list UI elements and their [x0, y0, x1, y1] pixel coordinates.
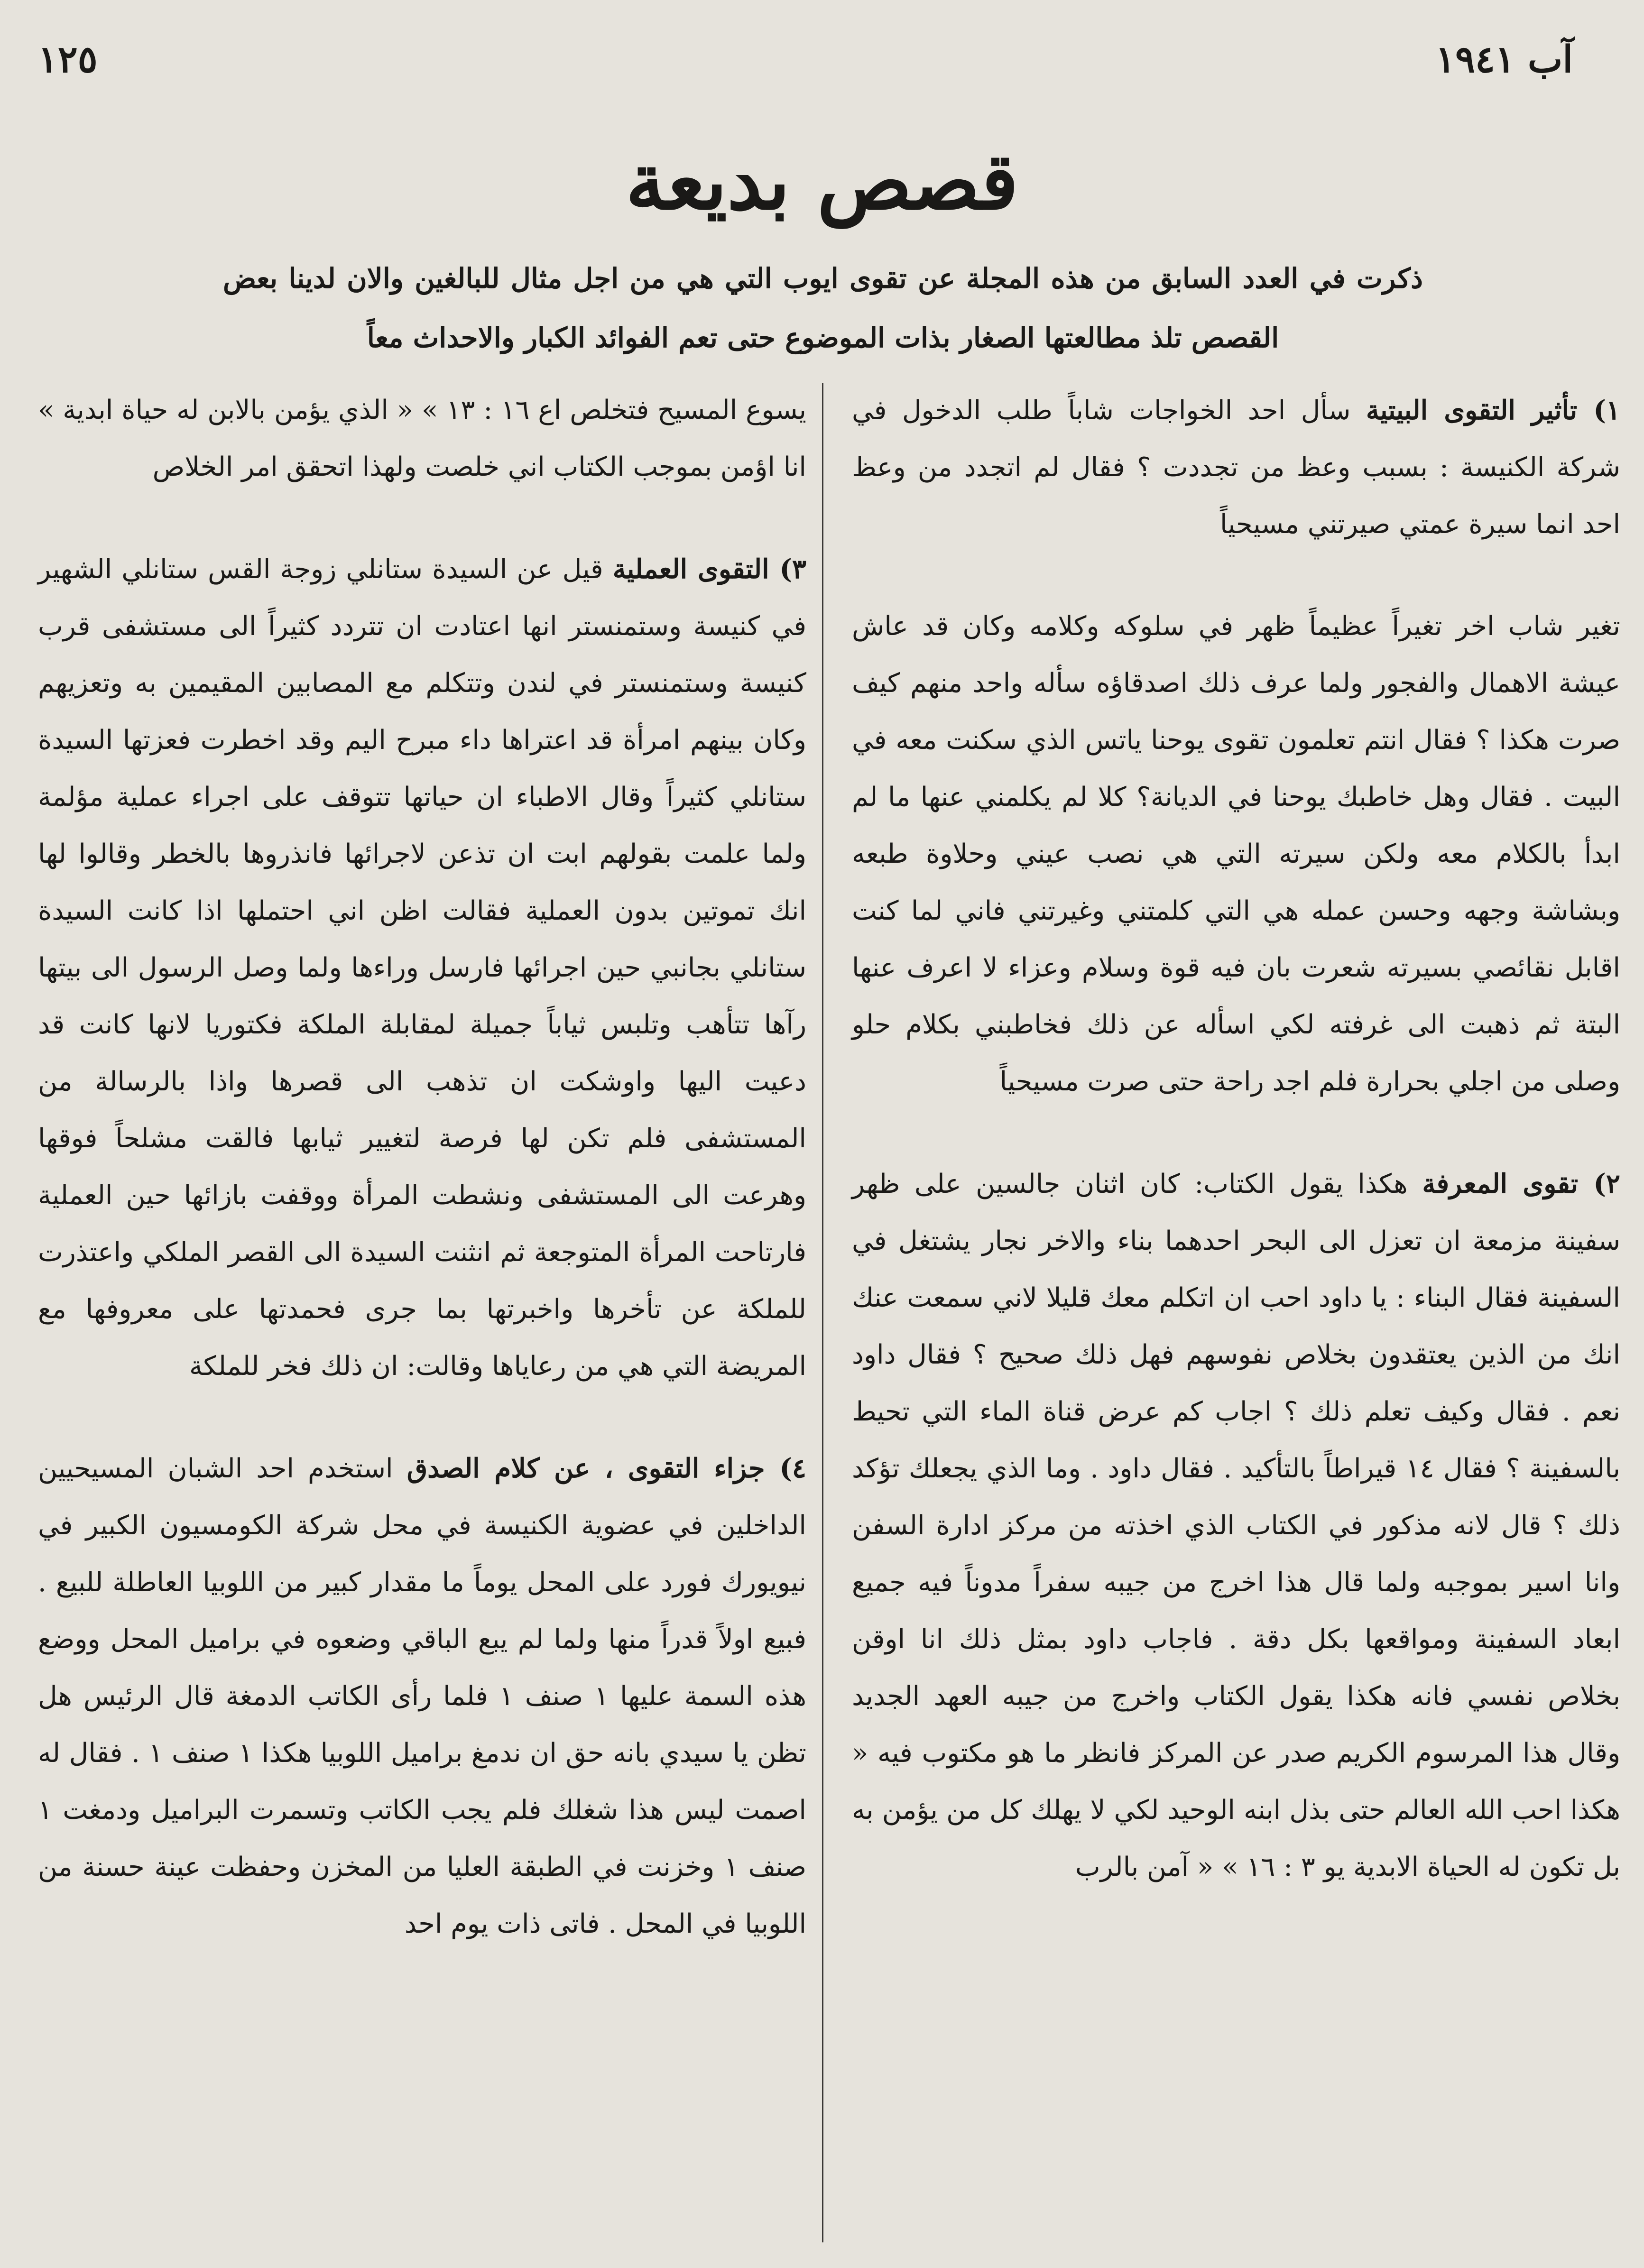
- article-title: قصص بديعة: [625, 135, 1019, 227]
- section-4-title: ٤) جزاء التقوى ، عن كلام الصدق: [406, 1453, 806, 1484]
- column-divider: [822, 383, 823, 2242]
- section-1-title: ١) تأثير التقوى البيتية: [1366, 395, 1620, 426]
- section-2-title: ٢) تقوى المعرفة: [1422, 1168, 1620, 1199]
- section-1-paragraph-2: تغير شاب اخر تغيراً عظيماً ظهر في سلوكه وكلامه وكان قد عاش عيشة الاهمال والفجور ولما عرف ذلك اصدقاؤه سأله واحد منهم كيف صرت هكذا ؟ فقال انتم تعلمون تقوى يوحنا ياتس الذي سكنت معه في البيت . فقال وهل خاطبك يوحنا في الديانة؟ كلا لم يكلمني عنها ما لم ابدأ بالكلام معه ولكن سيرته التي هي نصب عيني وحلاوة طبعه وبشاشة وجهه وحسن عمله هي التي كلمتني وغيرتني فاني لما كنت اقابل نقائصي بسيرته شعرت بان فيه قوة وسلام وعزاء لا اعرف عنها البتة ثم ذهبت الى غرفته لكي اسأله عن ذلك فخاطبني بكلام حلو وصلى من اجلي بحرارة فلم اجد راحة حتى صرت مسيحياً: [852, 611, 1620, 1097]
- article-intro: ذكرت في العدد السابق من هذه المجلة عن تقوى ايوب التي هي من اجل مثال للبالغين والان لدينا بعض القصص تلذ مطالعتها الصغار بذات الموضوع حتى تعم الفوائد الكبار والاحداث معاً: [223, 262, 1423, 354]
- section-4: [38, 1440, 806, 1953]
- page-number: ١٢٥: [38, 38, 98, 81]
- section-4-text: استخدم احد الشبان المسيحيين الداخلين في عضوية الكنيسة في محل شركة الكومسيون الكبير في نيويورك فورد على المحل يوماً ما مقدار كبير من اللوبيا العاطلة للبيع . فبيع اولاً قدراً منها ولما لم يبع الباقي وضعوه في براميل المحل ووضع هذه السمة عليها ١ صنف ١ فلما رأى الكاتب الدمغة قال الرئيس هل تظن يا سيدي بانه حق ان ندمغ براميل اللوبيا هكذا ١ صنف ١ . فقال له اصمت ليس هذا شغلك فلم يجب الكاتب وتسمرت البراميل ودمغت ١ صنف ١ وخزنت في الطبقة العليا من المخزن وحفظت عينة حسنة من اللوبيا في المحل . فاتى ذات يوم احد: [38, 1453, 807, 1939]
- section-3-text: قيل عن السيدة ستانلي زوجة القس ستانلي الشهير في كنيسة وستمنستر انها اعتادت ان تتردد كثيراً الى مستشفى قرب كنيسة وستمنستر في لندن وتتكلم مع المصابين المقيمين به وتعزيهم وكان بينهم امرأة قد اعتراها داء مبرح اليم وقد اخطرت فعزتها السيدة ستانلي كثيراً وقال الاطباء ان حياتها تتوقف على اجراء عملية مؤلمة ولما علمت بقولهم ابت ان تذعن لاجرائها فانذروها بالخطر وقالوا لها انك تموتين بدون العملية فقالت اظن اني احتملها اذا كانت السيدة ستانلي بجانبي حين اجرائها فارسل وراءها ولما وصل الرسول الى بيتها رآها تتأهب وتلبس ثياباً جميلة لمقابلة الملكة فكتوريا لانها كانت قد دعيت اليها واوشكت ان تذهب الى قصرها واذا بالرسالة من المستشفى فلم تكن لها فرصة لتغيير ثيابها فالقت مشلحاً فوقها وهرعت الى المستشفى ونشطت المرأة ووقفت بازائها حين العملية فارتاحت المرأة المتوجعة ثم انثنت السيدة الى القصر الملكي واعتذرت للملكة عن تأخرها واخبرتها بما جرى فحمدتها على معروفها مع المريضة التي هي من رعاياها وقالت: ان ذلك فخر للملكة: [38, 554, 807, 1382]
- section-2-text: هكذا يقول الكتاب: كان اثنان جالسين على ظهر سفينة مزمعة ان تعزل الى البحر احدهما بناء والاخر نجار يشتغل في السفينة فقال البناء : يا داود احب ان اتكلم معك قليلا لاني سمعت عنك انك من الذين يعتقدون بخلاص نفوسهم فهل ذلك صحيح ؟ فقال داود نعم . فقال وكيف تعلم ذلك ؟ اجاب كم عرض قناة الماء التي تحيط بالسفينة ؟ فقال ١٤ قيراطاً بالتأكيد . فقال داود . وما الذي يجعلك تؤكد ذلك ؟ قال لانه مذكور في الكتاب الذي اخذته من مركز ادارة السفن وانا اسير بموجبه ولما قال هذا اخرج من جيبه سفراً مدوناً فيه جميع ابعاد السفينة ومواقعها بكل دقة . فاجاب داود بمثل ذلك انا اوقن بخلاص نفسي فانه هكذا يقول الكتاب واخرج من جيبه العهد الجديد وقال هذا المرسوم الكريم صدر عن المركز فانظر ما هو مكتوب فيه « هكذا احب الله العالم حتى بذل ابنه الوحيد لكي لا يهلك كل من يؤمن به بل تكون له الحياة الابدية يو ٣ : ١٦ » « آمن بالرب: [852, 1169, 1620, 1882]
- section-2: [852, 1155, 1620, 1896]
- right-column: [852, 382, 1620, 1941]
- section-3: [38, 541, 806, 1395]
- issue-date: آب ١٩٤١: [1435, 38, 1573, 81]
- section-1: [852, 382, 1620, 553]
- section-3-title: ٣) التقوى العملية: [612, 553, 806, 585]
- section-2-continuation: يسوع المسيح فتخلص اع ١٦ : ١٣ » « الذي يؤمن بالابن له حياة ابدية » انا اؤمن بموجب الكتاب اني خلصت ولهذا اتحقق امر الخلاص: [38, 395, 807, 482]
- section-1-paragraph-1: سأل احد الخواجات شاباً طلب الدخول في شركة الكنيسة : بسبب وعظ من تجددت ؟ فقال لم اتجدد من وعظ احد انما سيرة عمتي صيرتني مسيحياً: [852, 395, 1620, 540]
- left-column: [38, 382, 806, 1998]
